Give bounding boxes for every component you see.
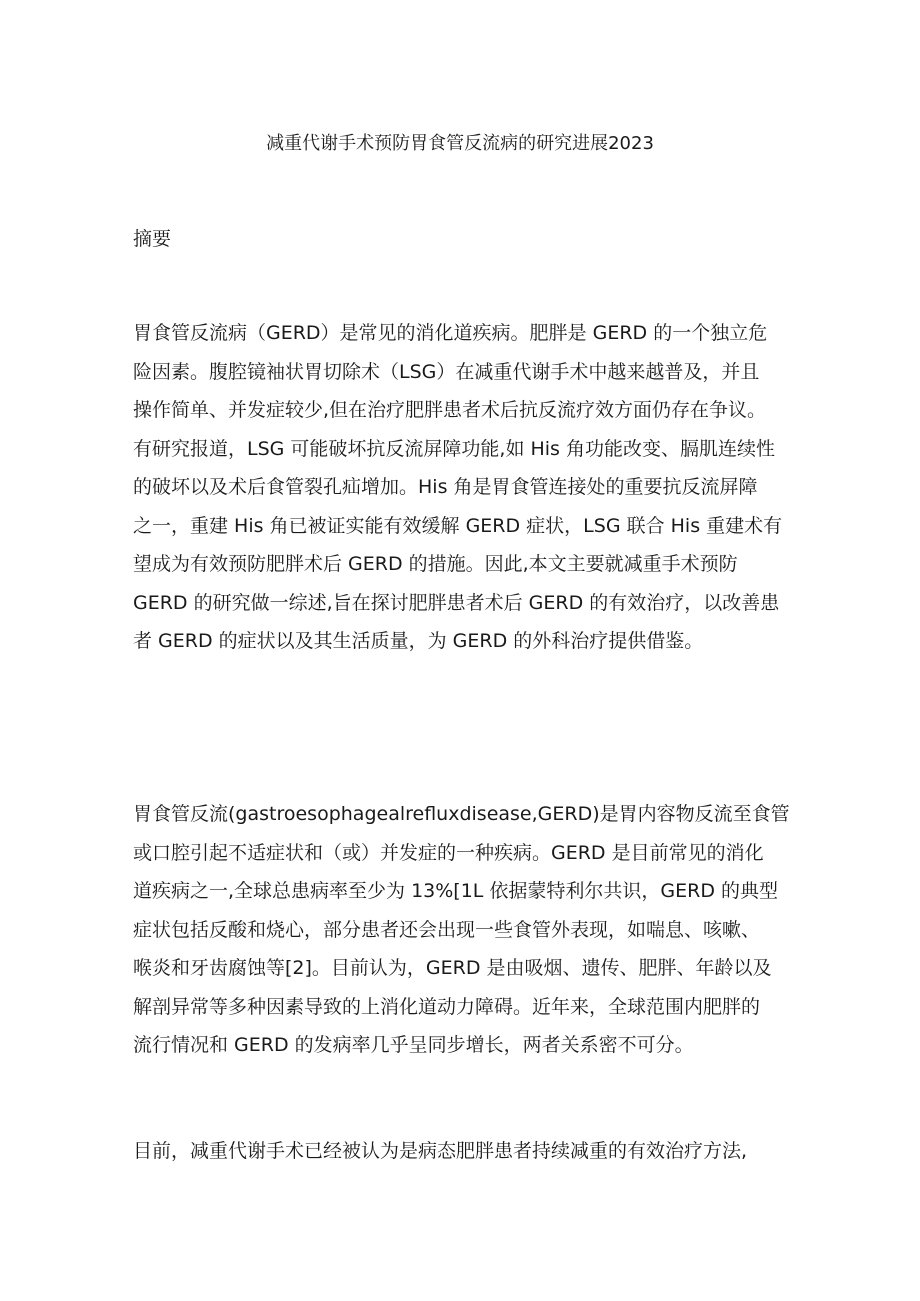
text-line: 者 GERD 的症状以及其生活质量，为 GERD 的外科治疗提供借鉴。 <box>133 630 704 652</box>
text-line: 目前，减重代谢手术已经被认为是病态肥胖患者持续减重的有效治疗方法, <box>133 1140 748 1162</box>
text-line: 流行情况和 GERD 的发病率几乎呈同步增长，两者关系密不可分。 <box>133 1034 694 1056</box>
abstract-heading: 摘要 <box>133 228 172 250</box>
text-line: 望成为有效预防肥胖术后 GERD 的措施。因此,本文主要就减重手术预防 <box>133 553 738 575</box>
text-line: 症状包括反酸和烧心，部分患者还会出现一些食管外表现，如喘息、咳嗽、 <box>133 918 761 941</box>
text-line: 操作简单、并发症较少,但在治疗肥胖患者术后抗反流疗效方面仍存在争议。 <box>133 399 767 421</box>
text-line: GERD 的研究做一综述,旨在探讨肥胖患者术后 GERD 的有效治疗，以改善患 <box>133 591 780 614</box>
text-line: 有研究报道，LSG 可能破坏抗反流屏障功能,如 His 角功能改变、膈肌连续性 <box>133 437 775 460</box>
text-line: 解剖异常等多种因素导致的上消化道动力障碍。近年来，全球范围内肥胖的 <box>133 995 761 1018</box>
text-line: 道疾病之一,全球总患病率至少为 13%[1L 依据蒙特利尔共识，GERD 的典型 <box>133 880 779 902</box>
text-line: 胃食管反流病（GERD）是常见的消化道疾病。肥胖是 GERD 的一个独立危 <box>133 322 768 344</box>
text-line: 胃食管反流(gastroesophagealrefluxdisease,GERD)是胃内容物反流至食管 <box>133 803 790 825</box>
text-line: 之一，重建 His 角已被证实能有效缓解 GERD 症状，LSG 联合 His 重建术有 <box>133 514 783 537</box>
intro-paragraph <box>133 795 813 1065</box>
text-line: 的破坏以及术后食管裂孔疝增加。His 角是胃食管连接处的重要抗反流屏障 <box>133 476 758 498</box>
text-line: 或口腔引起不适症状和（或）并发症的一种疾病。GERD 是目前常见的消化 <box>133 841 764 864</box>
document-title: 减重代谢手术预防胃食管反流病的研究进展2023 <box>266 133 654 154</box>
abstract-paragraph <box>133 314 813 661</box>
text-line: 险因素。腹腔镜袖状胃切除术（LSG）在减重代谢手术中越来越普及，并且 <box>133 360 760 383</box>
text-line: 喉炎和牙齿腐蚀等[2]。目前认为，GERD 是由吸烟、遗传、肥胖、年龄以及 <box>133 957 772 979</box>
surgery-paragraph <box>133 1132 813 1171</box>
